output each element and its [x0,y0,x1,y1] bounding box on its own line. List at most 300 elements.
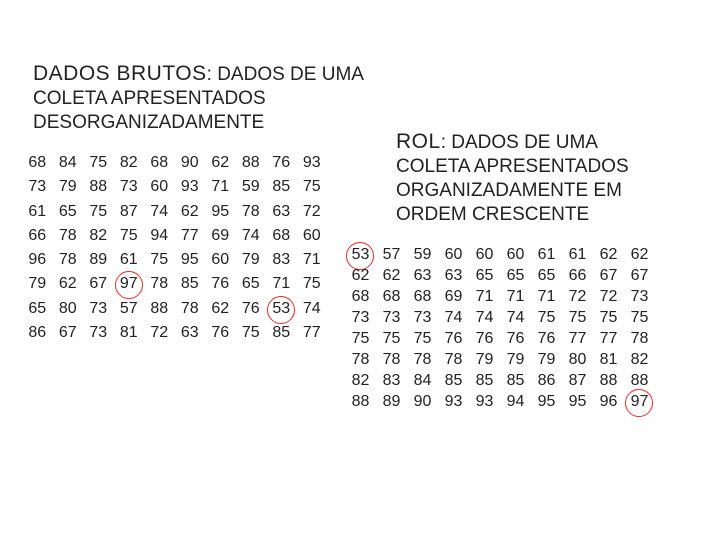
rol-cell [624,288,655,309]
raw-data-cell [53,227,84,251]
raw-data-value: 95 [211,202,230,220]
raw-data-value: 75 [302,178,321,196]
rol-cell [345,393,376,414]
rol-cell [469,267,500,288]
raw-data-cell [297,178,328,202]
rol-cell [345,309,376,330]
rol-cell [438,309,469,330]
raw-data-value: 76 [211,324,230,342]
rol-value: 72 [599,288,618,305]
rol-value: 96 [599,393,618,410]
rol-cell [438,267,469,288]
raw-data-value: 71 [302,251,321,269]
raw-data-cell [175,203,206,227]
raw-data-value: 78 [150,275,169,293]
raw-data-value: 65 [28,299,47,317]
raw-data-cell [205,154,236,178]
raw-data-value: 62 [58,275,77,293]
raw-data-cell [22,275,53,299]
rol-value: 79 [475,351,494,368]
raw-data-cell [266,324,297,348]
rol-cell [531,246,562,267]
rol-value: 82 [630,351,649,368]
raw-data-value: 88 [89,178,108,196]
raw-data-cell [144,203,175,227]
raw-data-value: 76 [272,154,291,171]
rol-cell [500,372,531,393]
raw-data-cell [83,324,114,348]
rol-cell [593,267,624,288]
rol-value: 68 [351,288,370,305]
raw-data-cell [114,203,145,227]
rol-value: 79 [537,351,556,368]
rol-cell [407,351,438,372]
rol-value: 80 [568,351,587,368]
rol-value: 86 [537,372,556,389]
raw-data-cell [297,227,328,251]
rol-value: 57 [382,246,401,263]
rol-cell [438,393,469,414]
raw-data-value: 79 [28,275,47,293]
raw-data-cell [175,324,206,348]
rol-value: 75 [568,309,587,326]
rol-value: 75 [382,330,401,347]
rol-cell [469,246,500,267]
raw-data-cell [266,203,297,227]
raw-data-value: 78 [180,299,199,317]
raw-data-value: 61 [119,251,138,269]
rol-value: 75 [413,330,432,347]
raw-data-value: 78 [58,251,77,269]
raw-data-value: 87 [119,202,138,220]
rol-value: 75 [537,309,556,326]
rol-value: 74 [444,309,463,326]
rol-cell [376,330,407,351]
rol-table [345,246,655,414]
rol-value: 77 [599,330,618,347]
rol-value: 62 [351,267,370,284]
rol-value: 85 [475,372,494,389]
rol-cell [562,351,593,372]
raw-data-cell [205,227,236,251]
raw-data-title [33,62,363,135]
raw-data-cell [297,154,328,178]
rol-cell [624,267,655,288]
rol-cell [562,288,593,309]
rol-value: 76 [537,330,556,347]
raw-data-value: 65 [241,275,260,293]
rol-cell [624,246,655,267]
raw-data-value: 67 [58,324,77,342]
rol-value: 62 [382,267,401,284]
raw-data-value: 95 [180,251,199,269]
rol-value: 81 [599,351,618,368]
raw-data-value: 73 [28,178,47,196]
rol-cell [376,372,407,393]
raw-data-cell [144,324,175,348]
rol-cell [407,309,438,330]
raw-data-cell [83,275,114,299]
rol-value: 76 [475,330,494,347]
raw-data-cell [83,227,114,251]
rol-cell [500,288,531,309]
raw-data-value: 76 [241,299,260,317]
raw-data-cell [175,154,206,178]
rol-value: 75 [630,309,649,326]
rol-cell [562,309,593,330]
rol-cell [407,372,438,393]
rol-value: 74 [475,309,494,326]
rol-cell [593,246,624,267]
raw-data-value: 85 [272,324,291,342]
rol-cell [562,267,593,288]
rol-cell [531,372,562,393]
raw-data-cell [22,324,53,348]
rol-cell [407,393,438,414]
rol-value: 73 [413,309,432,326]
rol-title-rest: : DADOS DE UMA COLETA APRESENTADOS ORGANIZADAMENTE EM ORDEM CRESCENTE [396,132,629,225]
rol-value: 75 [599,309,618,326]
raw-data-cell [175,227,206,251]
rol-cell [562,246,593,267]
raw-data-value: 63 [272,202,291,220]
rol-cell [438,372,469,393]
raw-data-cell [83,251,114,275]
raw-data-value: 80 [58,299,77,317]
raw-data-value: 89 [89,251,108,269]
rol-cell [376,309,407,330]
raw-data-cell [175,178,206,202]
rol-cell [376,351,407,372]
rol-value: 69 [444,288,463,305]
raw-data-value: 75 [302,275,321,293]
rol-value: 62 [630,246,649,263]
rol-value: 62 [599,246,618,263]
rol-value: 78 [351,351,370,368]
raw-data-cell [205,251,236,275]
rol-cell [469,309,500,330]
raw-data-cell [205,300,236,324]
raw-data-value: 81 [119,324,138,342]
raw-data-cell [297,275,328,299]
raw-data-value: 90 [180,154,199,171]
raw-data-cell [144,154,175,178]
raw-data-value: 85 [272,178,291,196]
rol-cell [500,309,531,330]
rol-value: 61 [537,246,556,263]
rol-value: 71 [537,288,556,305]
rol-value: 78 [413,351,432,368]
rol-cell [376,393,407,414]
rol-cell [500,330,531,351]
raw-data-value: 75 [150,251,169,269]
raw-data-value: 72 [150,324,169,342]
rol-value: 65 [506,267,525,284]
rol-value: 78 [630,330,649,347]
rol-cell [531,309,562,330]
raw-data-cell-highlighted [266,300,297,324]
rol-cell [345,267,376,288]
rol-cell [345,288,376,309]
rol-cell [469,372,500,393]
rol-value: 65 [475,267,494,284]
rol-title [396,130,666,227]
raw-data-cell [175,275,206,299]
raw-data-cell-highlighted [114,275,145,299]
raw-data-cell [114,178,145,202]
raw-data-cell [205,178,236,202]
raw-data-cell [266,154,297,178]
raw-data-value: 82 [89,226,108,244]
rol-value: 65 [537,267,556,284]
rol-value: 77 [568,330,587,347]
rol-value: 93 [444,393,463,410]
raw-data-value: 53 [272,299,291,317]
rol-value: 89 [382,393,401,410]
rol-cell [407,246,438,267]
raw-data-value: 83 [272,251,291,269]
raw-data-value: 62 [211,154,230,171]
rol-cell [469,288,500,309]
raw-data-value: 93 [180,178,199,196]
raw-data-value: 68 [28,154,47,171]
raw-data-cell [266,251,297,275]
raw-data-cell [175,300,206,324]
rol-value: 82 [351,372,370,389]
raw-data-cell [144,227,175,251]
raw-data-cell [236,275,267,299]
raw-data-cell [236,324,267,348]
raw-data-cell [236,154,267,178]
rol-value: 95 [568,393,587,410]
rol-value: 53 [351,246,370,263]
rol-cell [562,372,593,393]
raw-data-cell [114,154,145,178]
rol-cell [531,267,562,288]
raw-data-cell [83,154,114,178]
raw-data-cell [22,203,53,227]
raw-data-cell [22,178,53,202]
raw-data-table [22,154,327,348]
rol-value: 71 [506,288,525,305]
raw-data-cell [53,324,84,348]
rol-cell [469,351,500,372]
raw-data-cell [205,203,236,227]
rol-value: 73 [382,309,401,326]
rol-value: 88 [630,372,649,389]
rol-cell [345,351,376,372]
raw-data-value: 96 [28,251,47,269]
raw-data-value: 57 [119,299,138,317]
rol-value: 88 [351,393,370,410]
rol-value: 73 [630,288,649,305]
rol-cell [407,288,438,309]
rol-value: 71 [475,288,494,305]
rol-value: 90 [413,393,432,410]
raw-data-value: 71 [211,178,230,196]
raw-data-cell [22,251,53,275]
raw-data-value: 69 [211,226,230,244]
raw-data-cell [236,251,267,275]
rol-cell [531,351,562,372]
rol-cell [624,330,655,351]
rol-cell [438,246,469,267]
raw-data-cell [83,203,114,227]
raw-data-value: 60 [211,251,230,269]
raw-data-cell [144,178,175,202]
rol-value: 67 [630,267,649,284]
rol-value: 60 [444,246,463,263]
rol-cell-highlighted [345,246,376,267]
rol-cell [469,330,500,351]
raw-data-value: 60 [302,226,321,244]
raw-data-cell [266,178,297,202]
rol-cell [593,351,624,372]
raw-data-cell [236,203,267,227]
rol-value: 63 [413,267,432,284]
raw-data-value: 79 [241,251,260,269]
raw-data-title-rest: : DADOS DE UMA COLETA APRESENTADOS DESORGANIZADAMENTE [33,64,363,133]
rol-value: 84 [413,372,432,389]
rol-value: 76 [506,330,525,347]
rol-cell [376,288,407,309]
raw-data-cell [297,251,328,275]
raw-data-cell [236,178,267,202]
rol-value: 79 [506,351,525,368]
raw-data-value: 75 [119,226,138,244]
rol-value: 93 [475,393,494,410]
raw-data-value: 74 [302,299,321,317]
raw-data-value: 76 [211,275,230,293]
raw-data-value: 68 [150,154,169,171]
raw-data-cell [53,154,84,178]
raw-data-cell [144,300,175,324]
rol-value: 97 [630,393,649,410]
raw-data-cell [205,324,236,348]
raw-data-cell [53,178,84,202]
raw-data-value: 62 [180,202,199,220]
rol-value: 74 [506,309,525,326]
rol-value: 73 [351,309,370,326]
raw-data-value: 74 [150,202,169,220]
rol-value: 76 [444,330,463,347]
raw-data-cell [83,178,114,202]
raw-data-cell [114,324,145,348]
raw-data-value: 71 [272,275,291,293]
raw-data-cell [53,251,84,275]
rol-value: 72 [568,288,587,305]
rol-value: 94 [506,393,525,410]
rol-value: 83 [382,372,401,389]
raw-data-value: 78 [58,226,77,244]
raw-data-value: 66 [28,226,47,244]
rol-cell [593,372,624,393]
raw-data-cell [114,227,145,251]
raw-data-cell [266,227,297,251]
raw-data-value: 75 [89,202,108,220]
raw-data-value: 60 [150,178,169,196]
rol-value: 60 [506,246,525,263]
rol-cell [624,309,655,330]
raw-data-cell [22,154,53,178]
rol-value: 66 [568,267,587,284]
rol-cell [500,246,531,267]
raw-data-value: 84 [58,154,77,171]
rol-value: 85 [506,372,525,389]
rol-value: 78 [382,351,401,368]
rol-cell [593,393,624,414]
raw-data-title-bold: DADOS BRUTOS [33,62,207,85]
raw-data-cell [297,324,328,348]
rol-value: 63 [444,267,463,284]
rol-value: 78 [444,351,463,368]
raw-data-value: 93 [302,154,321,171]
raw-data-cell [53,300,84,324]
rol-cell [376,267,407,288]
rol-value: 60 [475,246,494,263]
rol-cell [407,330,438,351]
rol-cell [531,393,562,414]
raw-data-value: 67 [89,275,108,293]
raw-data-value: 72 [302,202,321,220]
raw-data-value: 74 [241,226,260,244]
rol-cell [438,351,469,372]
raw-data-value: 79 [58,178,77,196]
raw-data-cell [236,227,267,251]
raw-data-value: 85 [180,275,199,293]
rol-value: 87 [568,372,587,389]
rol-cell-highlighted [624,393,655,414]
raw-data-value: 73 [89,324,108,342]
raw-data-cell [83,300,114,324]
rol-value: 95 [537,393,556,410]
rol-cell [438,330,469,351]
rol-cell [438,288,469,309]
rol-cell [345,330,376,351]
raw-data-value: 73 [89,299,108,317]
rol-cell [469,393,500,414]
raw-data-cell [53,203,84,227]
raw-data-value: 86 [28,324,47,342]
rol-value: 59 [413,246,432,263]
rol-value: 88 [599,372,618,389]
raw-data-cell [144,251,175,275]
rol-value: 75 [351,330,370,347]
raw-data-value: 88 [150,299,169,317]
raw-data-cell [297,203,328,227]
raw-data-value: 63 [180,324,199,342]
raw-data-value: 75 [241,324,260,342]
rol-cell [531,330,562,351]
raw-data-value: 75 [89,154,108,171]
raw-data-value: 59 [241,178,260,196]
rol-cell [593,330,624,351]
raw-data-cell [22,227,53,251]
rol-value: 68 [413,288,432,305]
raw-data-value: 65 [58,202,77,220]
rol-value: 61 [568,246,587,263]
rol-cell [531,288,562,309]
rol-value: 85 [444,372,463,389]
raw-data-cell [236,300,267,324]
raw-data-value: 78 [241,202,260,220]
raw-data-value: 82 [119,154,138,171]
rol-cell [407,267,438,288]
raw-data-value: 97 [119,275,138,293]
rol-cell [500,351,531,372]
raw-data-value: 88 [241,154,260,171]
rol-cell [593,288,624,309]
